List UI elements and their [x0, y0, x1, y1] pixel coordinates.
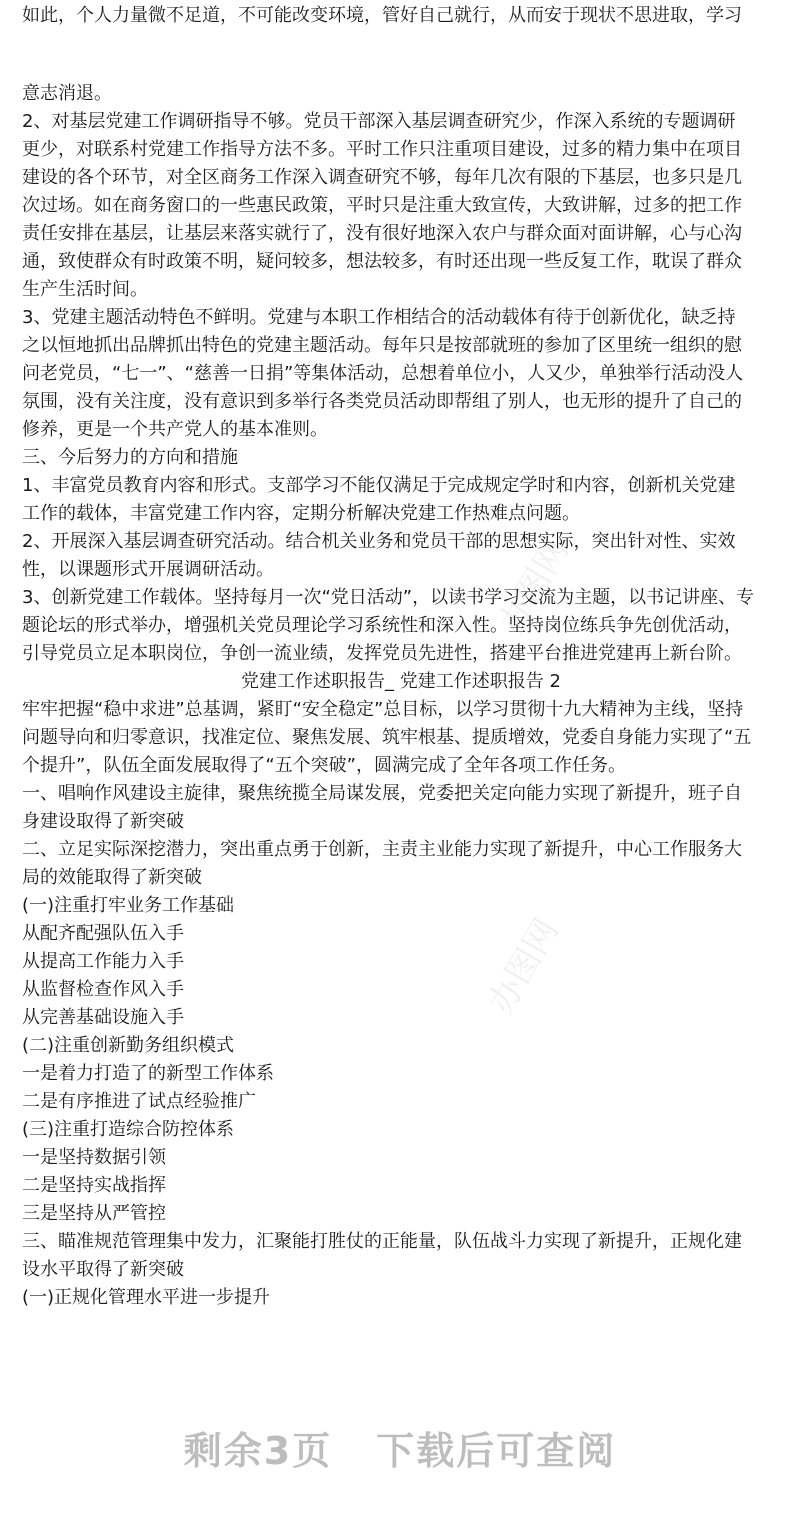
- list-item: 从完善基础设施入手: [22, 1007, 184, 1028]
- text-line: 之以恒地抓出品牌抓出特色的党建主题活动。每年只是按部就班的参加了区里统一组织的慰: [22, 335, 742, 356]
- text-line: 个提升”，队伍全面发展取得了“五个突破”，圆满完成了全年各项工作任务。: [22, 755, 626, 776]
- list-item: 二是有序推进了试点经验推广: [22, 1091, 256, 1112]
- list-item: 一是坚持数据引领: [22, 1147, 166, 1168]
- text-line: 题论坛的形式举办，增强机关党员理论学习系统性和深入性。坚持岗位练兵争先创优活动，: [22, 615, 742, 636]
- text-line: 氛围，没有关注度，没有意识到多举行各类党员活动即帮组了别人，也无形的提升了自己的: [22, 391, 742, 412]
- page-gap: [22, 30, 780, 80]
- text-line: 修养，更是一个共产党人的基本准则。: [22, 419, 328, 440]
- download-to-read-label: 下载后可查阅: [376, 1429, 617, 1473]
- text-line: 建设的各个环节，对全区商务工作深入调查研究不够，每年几次有限的下基层，也多只是几: [22, 167, 742, 188]
- text-line: 性，以课题形式开展调研活动。: [22, 559, 274, 580]
- text-line: 2、开展深入基层调查研究活动。结合机关业务和党员干部的思想实际，突出针对性、实效: [22, 531, 736, 552]
- watermark-text: 办图网: [481, 912, 567, 1021]
- text-line: 3、党建主题活动特色不鲜明。党建与本职工作相结合的活动载体有待于创新优化，缺乏持: [22, 307, 736, 328]
- text-line: 设水平取得了新突破: [22, 1259, 184, 1280]
- sub-heading: (一)注重打牢业务工作基础: [22, 895, 235, 916]
- text-line: 问题导向和归零意识，找准定位、聚焦发展、筑牢根基、提质增效，党委自身能力实现了“五: [22, 727, 752, 748]
- text-line: 问老党员，“七一”、“慈善一日捐”等集体活动，总想着单位小，人又少，单独举行活动没人: [22, 363, 744, 384]
- text-line: 牢牢把握“稳中求进”总基调，紧盯“安全稳定”总目标，以学习贯彻十九大精神为主线，坚持: [22, 699, 744, 720]
- remaining-pages-label: 剩余3页: [183, 1429, 333, 1473]
- sub-heading: (二)注重创新勤务组织模式: [22, 1035, 235, 1056]
- text-line: 次过场。如在商务窗口的一些惠民政策，平时只是注重大致宣传，大致讲解，过多的把工作: [22, 195, 742, 216]
- text-line: 三、瞄准规范管理集中发力，汇聚能打胜仗的正能量，队伍战斗力实现了新提升，正规化建: [22, 1231, 742, 1252]
- text-line: 身建设取得了新突破: [22, 811, 184, 832]
- download-prompt[interactable]: [0, 1420, 800, 1475]
- list-item: 三是坚持从严管控: [22, 1203, 166, 1224]
- watermark-text: 办图网: [491, 532, 577, 641]
- text-line: 工作的载体，丰富党建工作内容，定期分析解决党建工作热难点问题。: [22, 503, 580, 524]
- text-line: 局的效能取得了新突破: [22, 867, 202, 888]
- section-heading: 三、今后努力的方向和措施: [22, 447, 238, 468]
- text-line: 一、唱响作风建设主旋律，聚焦统揽全局谋发展，党委把关定向能力实现了新提升，班子自: [22, 783, 742, 804]
- text-line: 通，致使群众有时政策不明，疑问较多，想法较多，有时还出现一些反复工作，耽误了群众: [22, 251, 742, 272]
- text-line: 如此，个人力量微不足道，不可能改变环境，管好自己就行，从而安于现状不思进取，学习: [22, 5, 742, 26]
- list-item: 一是着力打造了的新型工作体系: [22, 1063, 274, 1084]
- list-item: 从配齐配强队伍入手: [22, 923, 184, 944]
- report-title: 党建工作述职报告_ 党建工作述职报告 2: [241, 671, 561, 692]
- text-line: 责任安排在基层，让基层来落实就行了，没有很好地深入农户与群众面对面讲解，心与心沟: [22, 223, 742, 244]
- text-line: 生产生活时间。: [22, 279, 148, 300]
- list-item: 二是坚持实战指挥: [22, 1175, 166, 1196]
- text-line: 二、立足实际深挖潜力，突出重点勇于创新，主责主业能力实现了新提升，中心工作服务大: [22, 839, 742, 860]
- text-line: 引导党员立足本职岗位，争创一流业绩，发挥党员先进性，搭建平台推进党建再上新台阶。: [22, 643, 742, 664]
- list-item: 从提高工作能力入手: [22, 951, 184, 972]
- list-item: 从监督检查作风入手: [22, 979, 184, 1000]
- text-line: 意志消退。: [22, 83, 112, 104]
- text-line: 3、创新党建工作载体。坚持每月一次“党日活动”，以读书学习交流为主题，以书记讲座、专: [22, 587, 755, 608]
- text-line: 2、对基层党建工作调研指导不够。党员干部深入基层调查研究少，作深入系统的专题调研: [22, 111, 736, 132]
- document-body: [22, 0, 780, 1312]
- text-line: 更少，对联系村党建工作指导方法不多。平时工作只注重项目建设，过多的精力集中在项目: [22, 139, 742, 160]
- sub-heading: (三)注重打造综合防控体系: [22, 1119, 235, 1140]
- text-line: 1、丰富党员教育内容和形式。支部学习不能仅满足于完成规定学时和内容，创新机关党建: [22, 475, 736, 496]
- sub-heading: (一)正规化管理水平进一步提升: [22, 1287, 271, 1308]
